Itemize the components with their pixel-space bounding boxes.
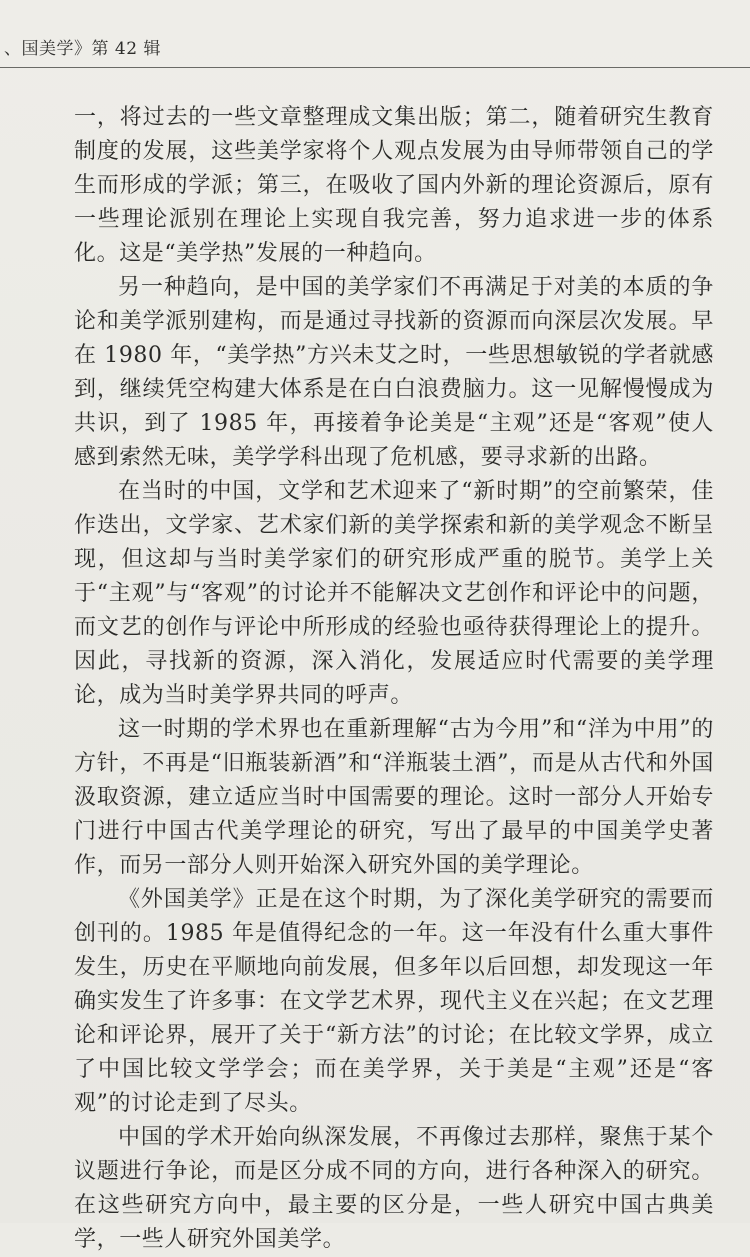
body-text	[74, 101, 714, 1257]
paragraph-5: 《外国美学》正是在这个时期，为了深化美学研究的需要而创刊的。1985 年是值得纪念的一年。这一年没有什么重大事件发生，历史在平顺地向前发展，但多年以后回想，却发现这一年确实发生了许多事：在文学艺术界，现代主义在兴起；在文艺理论和评论界，展开了关于“新方法”的讨论；在比较文学界，成立了中国比较文学学会；而在美学界，关于美是“主观”还是“客观”的讨论走到了尽头。	[74, 887, 714, 1116]
paragraph-3: 在当时的中国，文学和艺术迎来了“新时期”的空前繁荣，佳作迭出，文学家、艺术家们新的美学探索和新的美学观念不断呈现，但这却与当时美学家们的研究形成严重的脱节。美学上关于“主观”与“客观”的讨论并不能解决文艺创作和评论中的问题，而文艺的创作与评论中所形成的经验也亟待获得理论上的提升。因此，寻找新的资源，深入消化，发展适应时代需要的美学理论，成为当时美学界共同的呼声。	[74, 479, 714, 708]
header-rule	[0, 67, 750, 68]
paragraph-2: 另一种趋向，是中国的美学家们不再满足于对美的本质的争论和美学派别建构，而是通过寻找新的资源而向深层次发展。早在 1980 年，“美学热”方兴未艾之时，一些思想敏锐的学者就感到，继续凭空构建大体系是在白白浪费脑力。这一见解慢慢成为共识，到了 1985 年，再接着争论美是“主观”还是“客观”使人感到索然无味，美学学科出现了危机感，要寻求新的出路。	[74, 275, 714, 470]
paragraph-1: 一，将过去的一些文章整理成文集出版；第二，随着研究生教育制度的发展，这些美学家将个人观点发展为由导师带领自己的学生而形成的学派；第三，在吸收了国内外新的理论资源后，原有一些理论派别在理论上实现自我完善，努力追求进一步的体系化。这是“美学热”发展的一种趋向。	[74, 105, 714, 266]
paragraph-4: 这一时期的学术界也在重新理解“古为今用”和“洋为中用”的方针，不再是“旧瓶装新酒”和“洋瓶装土酒”，而是从古代和外国汲取资源，建立适应当时中国需要的理论。这时一部分人开始专门进行中国古代美学理论的研究，写出了最早的中国美学史著作，而另一部分人则开始深入研究外国的美学理论。	[74, 717, 714, 878]
paragraph-6: 中国的学术开始向纵深发展，不再像过去那样，聚焦于某个议题进行争论，而是区分成不同的方向，进行各种深入的研究。在这些研究方向中，最主要的区分是，一些人研究中国古典美学，一些人研究外国美学。	[74, 1125, 714, 1252]
running-head: 、国美学》第 42 辑	[4, 39, 161, 59]
